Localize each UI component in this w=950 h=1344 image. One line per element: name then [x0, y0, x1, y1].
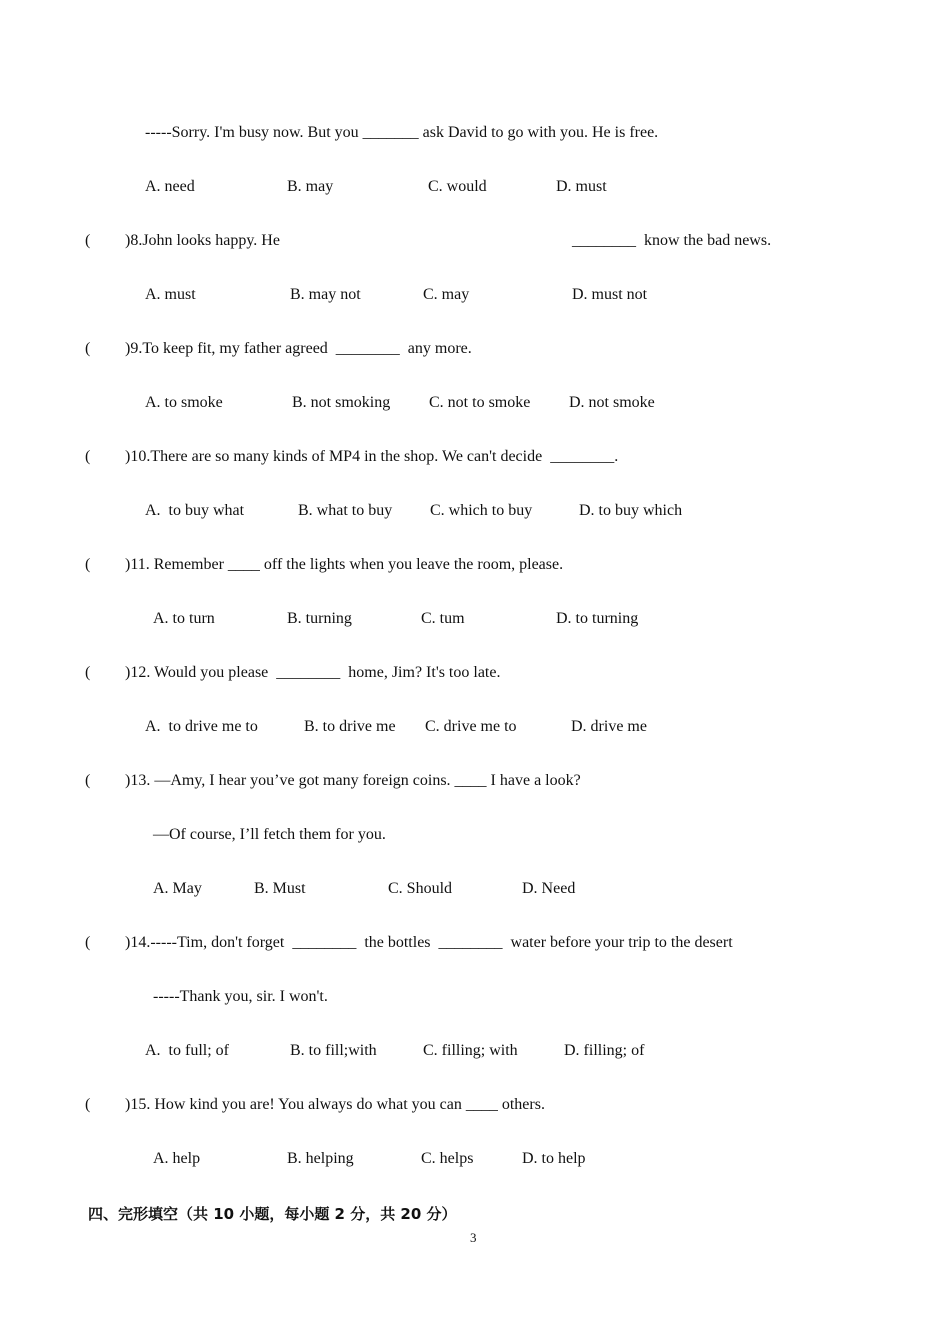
q15-stem: )15. How kind you are! You always do what you can ____ others.: [125, 1096, 545, 1113]
q15-answer-paren: (: [85, 1096, 91, 1113]
q12-stem: )12. Would you please ________ home, Jim? It's too late.: [125, 664, 501, 681]
q13-stem: )13. —Amy, I hear you’ve got many foreign coins. ____ I have a look?: [125, 772, 581, 789]
q13-answer-paren: (: [85, 772, 91, 789]
q15-option-b: B. helping: [287, 1150, 354, 1167]
q11-option-c: C. tum: [421, 610, 465, 627]
q11-stem: )11. Remember ____ off the lights when you leave the room, please.: [125, 556, 564, 573]
q12-option-d: D. drive me: [571, 718, 647, 735]
q11-option-d: D. to turning: [556, 610, 639, 627]
q8-option-c: C. may: [423, 286, 470, 303]
q13-reply: —Of course, I’ll fetch them for you.: [153, 826, 386, 843]
q15-option-d: D. to help: [522, 1150, 586, 1167]
q14-option-b: B. to fill;with: [290, 1042, 377, 1059]
q15-option-c: C. helps: [421, 1150, 474, 1167]
q13-option-b: B. Must: [254, 880, 306, 897]
q11-option-a: A. to turn: [153, 610, 215, 627]
q7-dialogue: -----Sorry. I'm busy now. But you _______ ask David to go with you. He is free.: [145, 124, 659, 141]
q14-option-c: C. filling; with: [423, 1042, 518, 1059]
q11-option-b: B. turning: [287, 610, 352, 627]
q8-answer-paren: (: [85, 232, 91, 249]
q12-option-c: C. drive me to: [425, 718, 517, 735]
q10-option-d: D. to buy which: [579, 502, 683, 519]
q8-stem: )8.John looks happy. He: [125, 232, 280, 249]
q14-reply: -----Thank you, sir. I won't.: [153, 988, 328, 1005]
q9-option-c: C. not to smoke: [429, 394, 531, 411]
q11-answer-paren: (: [85, 556, 91, 573]
q10-option-a: A. to buy what: [145, 502, 245, 519]
q15-option-a: A. help: [153, 1150, 201, 1167]
q13-option-c: C. Should: [388, 880, 453, 897]
q8-option-d: D. must not: [572, 286, 648, 303]
q8-stem-end: ________ know the bad news.: [572, 232, 772, 249]
q12-option-a: A. to drive me to: [145, 718, 258, 735]
q14-option-d: D. filling; of: [564, 1042, 645, 1059]
q8-option-b: B. may not: [290, 286, 361, 303]
q8-option-a: A. must: [145, 286, 196, 303]
q9-answer-paren: (: [85, 340, 91, 357]
q14-option-a: A. to full; of: [145, 1042, 229, 1059]
q12-answer-paren: (: [85, 664, 91, 681]
q7-option-c: C. would: [428, 178, 487, 195]
page-number: 3: [470, 1230, 477, 1245]
q10-stem: )10.There are so many kinds of MP4 in the shop. We can't decide ________.: [125, 448, 619, 465]
q9-option-a: A. to smoke: [145, 394, 223, 411]
q14-stem: )14.-----Tim, don't forget ________ the bottles ________ water before your trip to the desert: [125, 934, 733, 951]
q10-answer-paren: (: [85, 448, 91, 465]
q9-option-d: D. not smoke: [569, 394, 655, 411]
section-heading-cloze: 四、完形填空（共 10 小题，每小题 2 分，共 20 分）: [88, 1205, 457, 1223]
q7-option-d: D. must: [556, 178, 607, 195]
q12-option-b: B. to drive me: [304, 718, 396, 735]
q9-stem: )9.To keep fit, my father agreed ________ any more.: [125, 340, 472, 357]
q7-option-a: A. need: [145, 178, 195, 195]
q10-option-b: B. what to buy: [298, 502, 393, 519]
q9-option-b: B. not smoking: [292, 394, 391, 411]
q7-option-b: B. may: [287, 178, 334, 195]
q13-option-d: D. Need: [522, 880, 576, 897]
q13-option-a: A. May: [153, 880, 202, 897]
q14-answer-paren: (: [85, 934, 91, 951]
q10-option-c: C. which to buy: [430, 502, 533, 519]
